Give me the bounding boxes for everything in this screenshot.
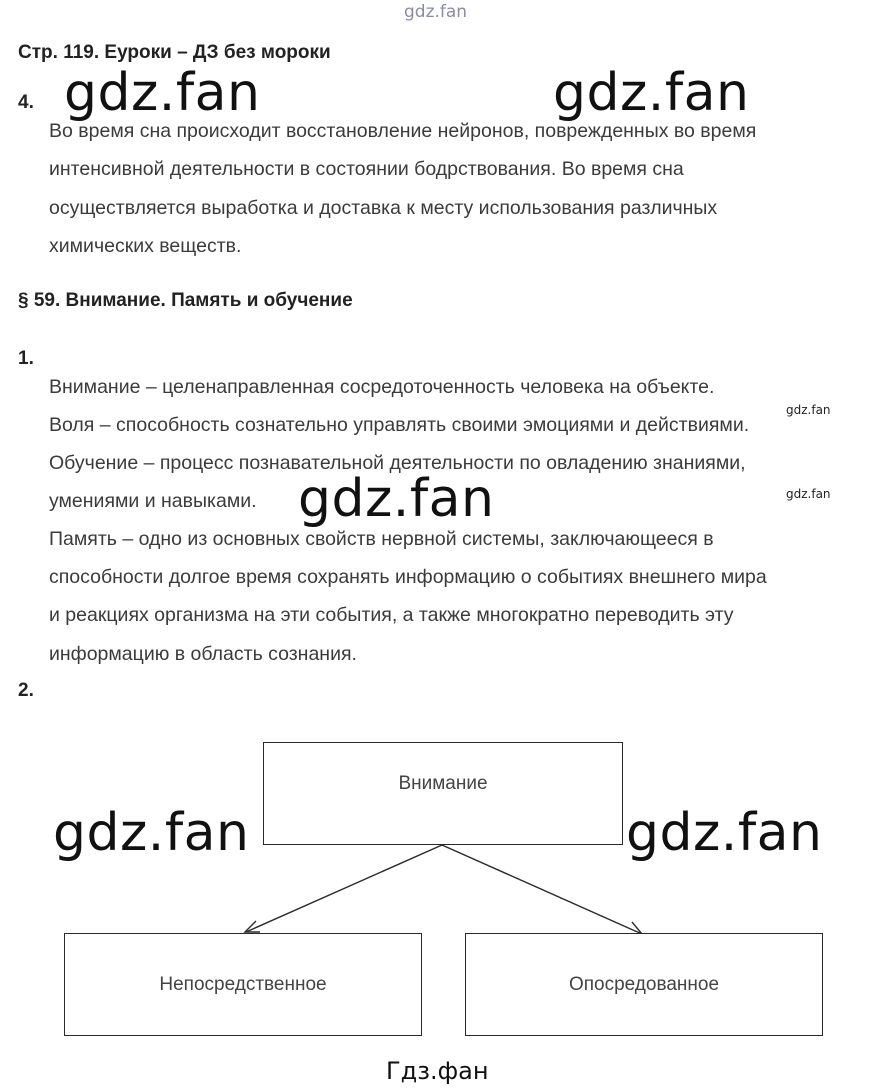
- q1-line: Память – одно из основных свойств нервной системы, заключающееся в: [49, 528, 714, 550]
- diagram-child-box: [465, 933, 823, 1036]
- diagram-child-label: Непосредственное: [159, 973, 327, 995]
- q1-line: умениями и навыками.: [49, 490, 257, 512]
- q1-line: информацию в область сознания.: [49, 643, 357, 665]
- q4-line: интенсивной деятельности в состоянии бодрствования. Во время сна: [49, 158, 684, 180]
- diagram-child-label: Опосредованное: [568, 973, 720, 995]
- watermark: gdz.fan: [626, 803, 823, 863]
- q1-line: и реакциях организма на эти события, а также многократно переводить эту: [49, 604, 734, 626]
- watermark: gdz.fan: [53, 803, 250, 863]
- q1-line: Обучение – процесс познавательной деятельности по овладению знаниями,: [49, 452, 746, 474]
- diagram-root-box: [263, 742, 623, 845]
- watermark-top: gdz.fan: [404, 2, 468, 22]
- question-1-number: 1.: [18, 348, 34, 369]
- diagram-child-box: [64, 933, 422, 1036]
- q4-line: химических веществ.: [49, 235, 242, 257]
- watermark: gdz.fan: [64, 63, 261, 123]
- arrow-left: [246, 845, 442, 932]
- question-2-number: 2.: [18, 680, 34, 701]
- q1-line: Внимание – целенаправленная сосредоточенность человека на объекте.: [49, 376, 715, 398]
- watermark: gdz.fan: [553, 63, 750, 123]
- page-heading: Стр. 119. Еуроки – ДЗ без мороки: [18, 42, 331, 63]
- footer-watermark: Гдз.фан: [386, 1057, 489, 1085]
- q4-line: Во время сна происходит восстановление нейронов, поврежденных во время: [49, 120, 757, 142]
- watermark-small: gdz.fan: [786, 487, 831, 501]
- diagram-root-label: Внимание: [398, 773, 488, 794]
- section-heading: § 59. Внимание. Память и обучение: [18, 290, 353, 311]
- arrow-right: [442, 845, 642, 934]
- question-4-number: 4.: [18, 92, 34, 113]
- watermark: gdz.fan: [298, 469, 495, 529]
- q1-line: Воля – способность сознательно управлять своими эмоциями и действиями.: [49, 414, 750, 436]
- watermark-small: gdz.fan: [786, 403, 831, 417]
- q4-line: осуществляется выработка и доставка к месту использования различных: [49, 197, 718, 219]
- q1-line: способности долгое время сохранять информацию о событиях внешнего мира: [49, 566, 767, 588]
